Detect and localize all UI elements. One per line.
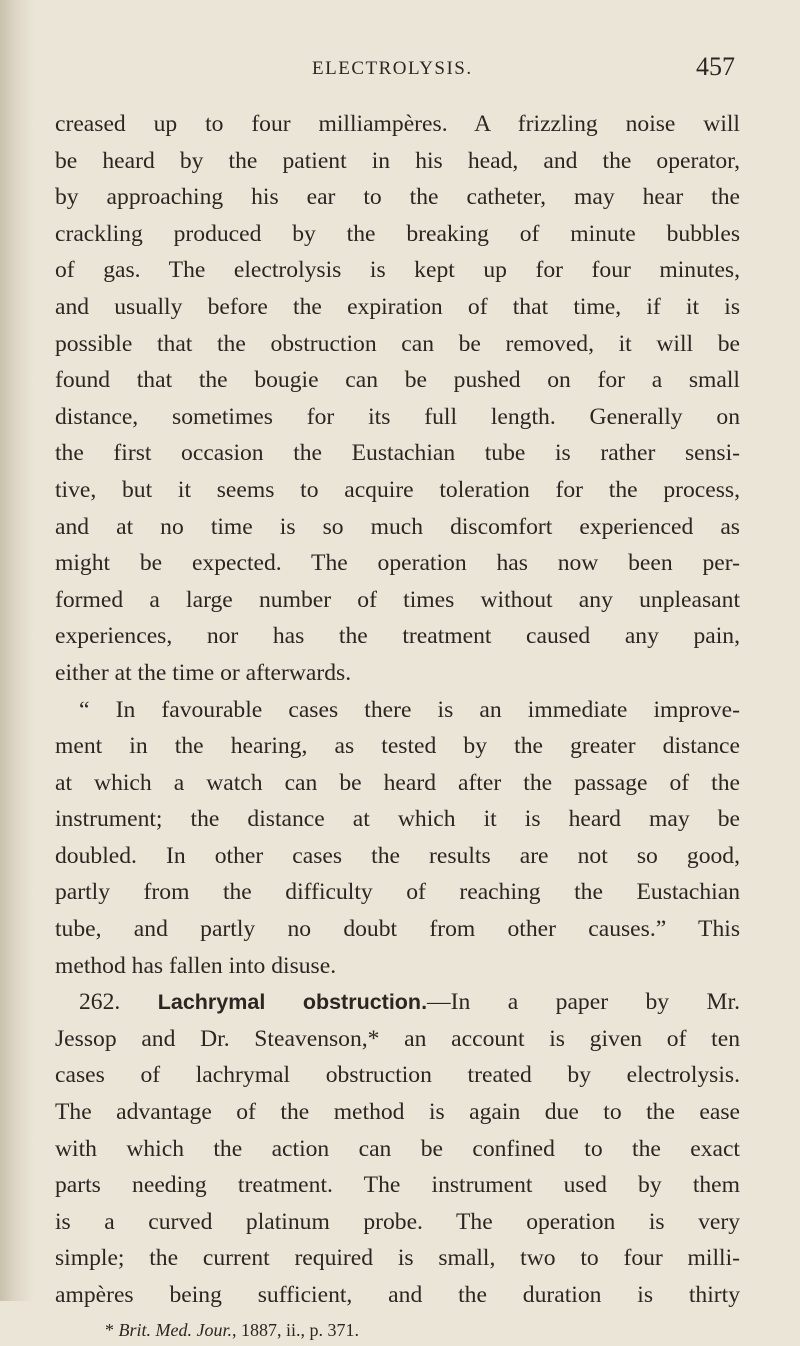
text-line: tive, but it seems to acquire toleration for the process, [55,476,740,503]
text-line: be heard by the patient in his head, and the operator, [55,147,740,174]
footnote [55,1314,740,1346]
text-line: ampères being sufficient, and the duration is thirty [55,1282,740,1308]
text-line: instrument; the distance at which it is heard may be [55,806,740,833]
footnote-citation: , 1887, ii., p. 371. [231,1319,359,1340]
text-line: possible that the obstruction can be removed, it will be [55,330,740,357]
text-line: formed a large number of times without any unpleasant [55,586,740,613]
text-line: by approaching his ear to the catheter, may hear the [55,184,740,211]
page-number: 457 [696,52,735,81]
section-first-line [55,984,740,1021]
text-line: with which the action can be confined to the exact [55,1135,740,1162]
text-line: the first occasion the Eustachian tube is rather sensi- [55,440,740,467]
text-line: crackling produced by the breaking of minute bubbles [55,220,740,247]
text-line: might be expected. The operation has now been per- [55,550,740,577]
text-line: partly from the difficulty of reaching the Eustachian [55,879,740,906]
text-line: at which a watch can be heard after the passage of the [55,769,740,796]
footnote-journal: Brit. Med. Jour. [118,1319,232,1340]
text-line: “ In favourable cases there is an immediate improve- [79,696,740,723]
body-text [55,106,740,1346]
text-line: simple; the current required is small, two to four milli- [55,1245,740,1272]
text-line: either at the time or afterwards. [55,659,352,686]
footnote-marker: * [105,1319,119,1340]
text-line: doubled. In other cases the results are not so good, [55,842,740,869]
text-line: parts needing treatment. The instrument used by them [55,1172,740,1199]
text-line: experiences, nor has the treatment caused any pain, [55,623,740,650]
running-head [0,52,800,92]
text-line: The advantage of the method is again due to the ease [55,1099,740,1126]
text-line: creased up to four milliampères. A frizzling noise will [55,111,740,137]
text-line: ment in the hearing, as tested by the greater distance [55,733,740,760]
running-title: ELECTROLYSIS. [312,58,473,79]
text-line: distance, sometimes for its full length. Generally on [55,403,740,430]
text-line: tube, and partly no doubt from other causes.” This [55,916,740,943]
text-line: Jessop and Dr. Steavenson,* an account is given of ten [55,1025,740,1052]
text-line: and usually before the expiration of that time, if it is [55,293,740,320]
text-line: cases of lachrymal obstruction treated by electrolysis. [55,1062,740,1089]
section-number: 262. [79,989,121,1016]
text-line: and at no time is so much discomfort experienced as [55,513,740,540]
text-line: is a curved platinum probe. The operation is very [55,1208,740,1235]
section-heading: Lachrymal obstruction. [157,990,428,1015]
text-line: of gas. The electrolysis is kept up for four minutes, [55,257,740,284]
text-line: found that the bougie can be pushed on for a small [55,367,740,394]
text-line: method has fallen into disuse. [55,952,337,979]
section-first-line-text: —In a paper by Mr. [427,989,740,1016]
